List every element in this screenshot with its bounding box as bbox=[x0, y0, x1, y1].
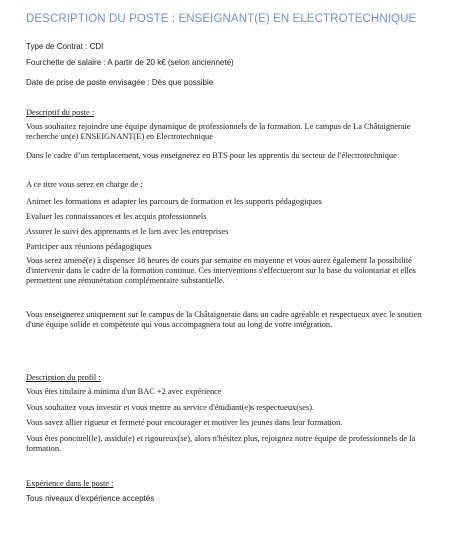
profil-heading: Description du profil : bbox=[26, 373, 101, 382]
task-item: Evaluer les connaissances et les acquis professionnels bbox=[26, 212, 207, 221]
profil-item: Vous savez allier rigueur et fermeté pour encourager et motiver les jeunes dans leur formation. bbox=[26, 418, 343, 427]
tasks-intro: A ce titre vous serez en charge de : bbox=[26, 180, 143, 189]
profil-item: Vous souhaitez vous investir et vous mettre au service d'étudiant(e)s respectueux(ses). bbox=[26, 403, 315, 412]
experience-heading: Expérience dans le poste : bbox=[26, 479, 114, 488]
salary-range: Fourchette de salaire : A partir de 20 k€ (selon ancienneté) bbox=[26, 58, 234, 67]
descriptif-hours: Vous serez amené(e) à dispenser 18 heures de cours par semaine en moyenne et vous aurez également la possibilité d'intervenir dans le cadre de la formation continue. Ces interventions s'effectueront sur la base du volontariat et elles permettent une rémunération complémentaire substantielle. bbox=[26, 256, 416, 286]
descriptif-campus: Vous enseignerez uniquement sur le campus de la Châtaigneraie dans un cadre agréable et respectueux avec le soutien d'une équipe solide et compétente qui vous accompagnera tout au long de votre intégration. bbox=[26, 310, 422, 330]
profil-item: Vous êtes titulaire à minima d'un BAC +2 avec expérience bbox=[26, 387, 222, 396]
experience-value: Tous niveaux d'expérience acceptés bbox=[26, 494, 155, 503]
page-title: DESCRIPTION DU POSTE : ENSEIGNANT(E) EN ELECTROTECHNIQUE bbox=[26, 13, 417, 25]
contract-type: Type de Contrat : CDI bbox=[26, 42, 104, 51]
descriptif-intro: Vous souhaitez rejoindre une équipe dynamique de professionnels de la formation. Le campus de La Châtaigneraie recherche un(e) ENSEIGNANT(E) en Electrotechnique bbox=[26, 122, 411, 142]
task-item: Animer les formations et adapter les parcours de formation et les supports pédagogiques bbox=[26, 197, 322, 206]
task-item: Assurer le suivi des apprenants et le lien avec les entreprises bbox=[26, 227, 229, 236]
task-item: Participer aux réunions pédagogiques bbox=[26, 242, 152, 251]
descriptif-context: Dans le cadre d’un remplacement, vous enseignerez en BTS pour les apprentis du secteur de l'électrotechnique bbox=[26, 151, 397, 160]
start-date: Date de prise de poste envisagée : Dès que possible bbox=[26, 78, 214, 87]
profil-item: Vous êtes ponctuel(le), assidu(e) et rigoureux(se), alors n'hésitez plus, rejoignez notre équipe de professionnels de la formation. bbox=[26, 434, 416, 454]
descriptif-heading: Descriptif du poste : bbox=[26, 108, 95, 117]
